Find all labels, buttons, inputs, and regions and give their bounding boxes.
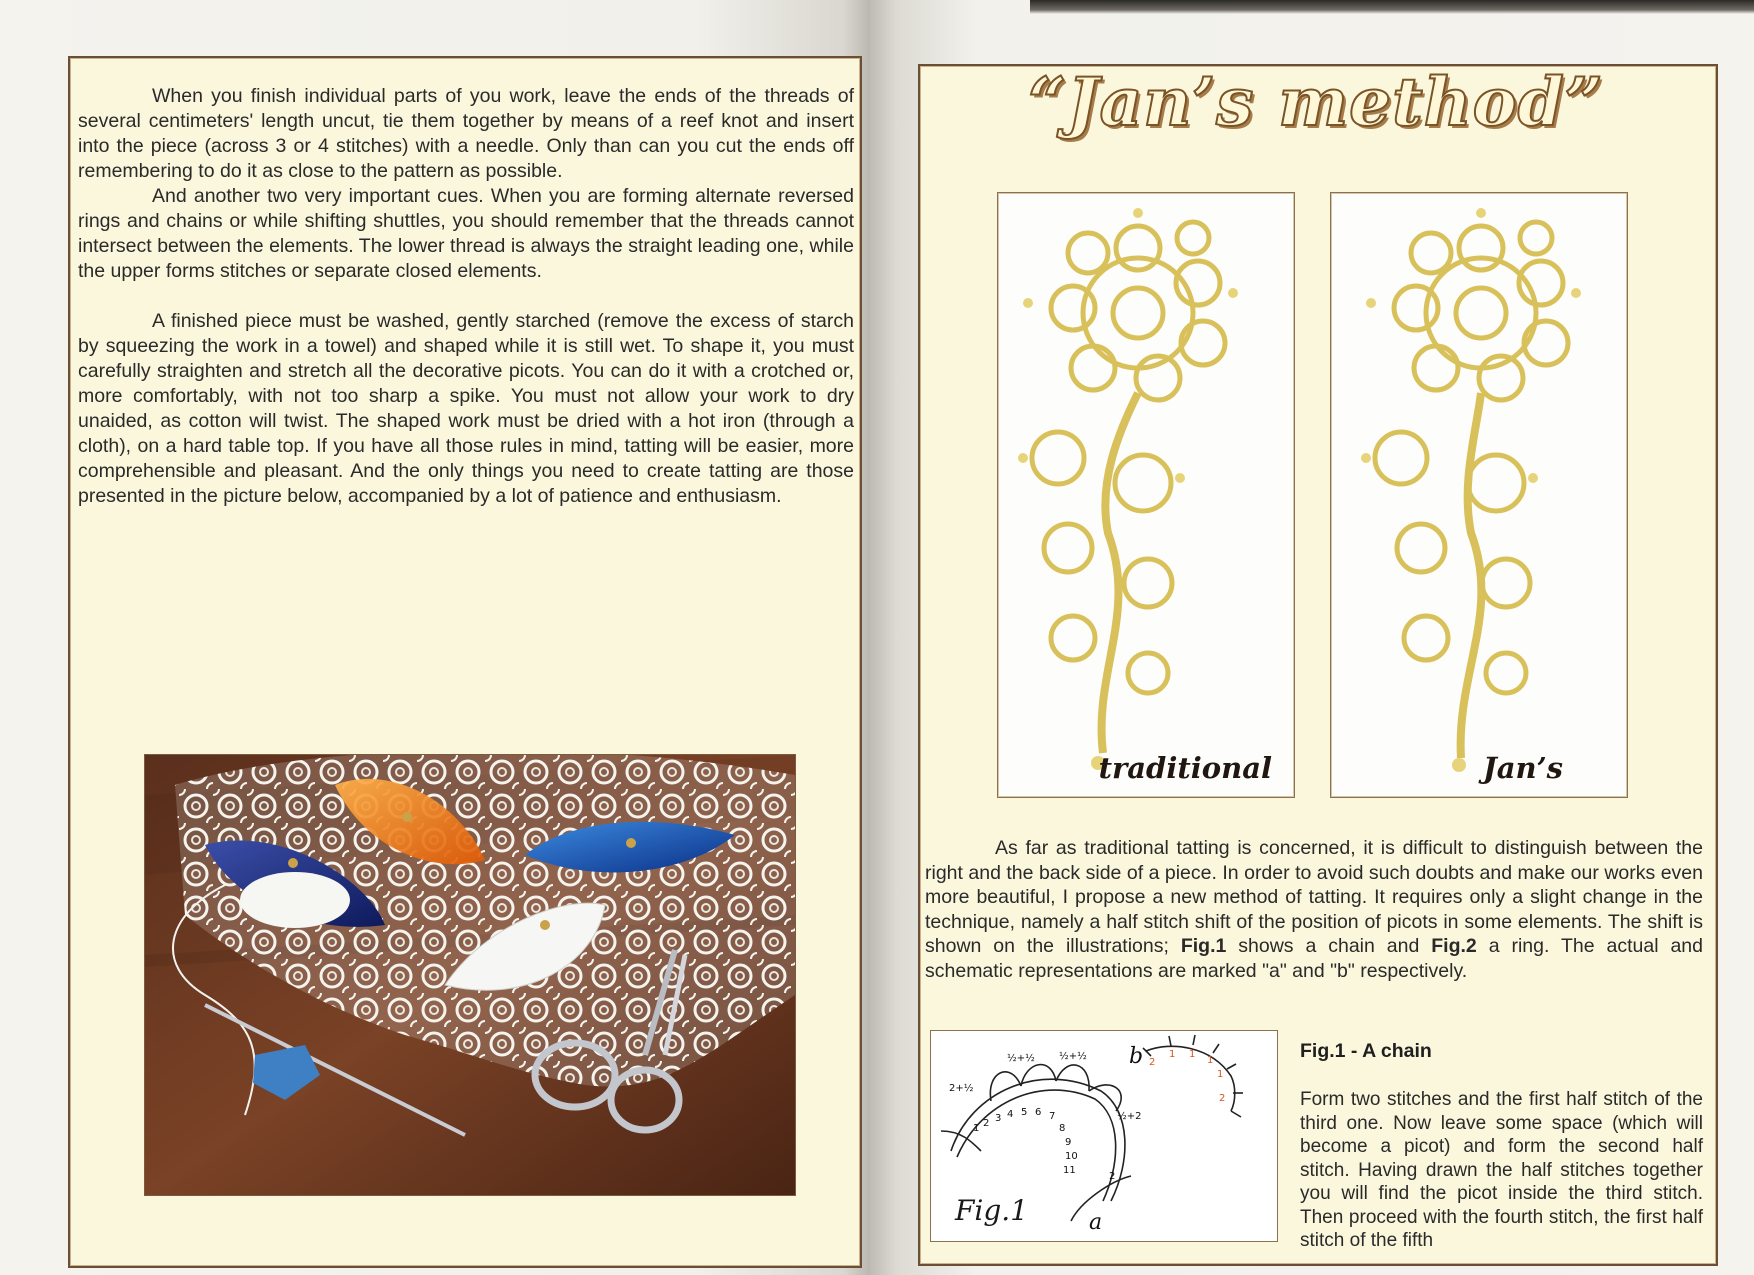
left-page-text (78, 84, 854, 509)
diagram-label: 2+½ (949, 1083, 974, 1094)
diagram-label: ½+2 (1117, 1111, 1142, 1122)
jans-caption: Jan’s (1482, 751, 1563, 785)
fig1-label: Fig.1 (955, 1194, 1029, 1227)
paragraph-text: shows a chain and (1226, 935, 1432, 957)
lace-flower-illustration (998, 193, 1294, 797)
diagram-label: 1 (1169, 1049, 1176, 1060)
paragraph-text: As far as traditional tatting is concerned, it is difficult to distinguish between the right and the back side of a piece. In order to avoid such doubts and make our works even more beautiful, I propose a new method of tatting. It requires only a slight change in the technique, namely a half stitch shift of the position of picots in some elements. The shift is shown on the illustrations; (925, 837, 1703, 957)
diagram-label: 2 (1219, 1093, 1226, 1104)
page-title: “Jan’s method” (1028, 63, 1604, 141)
jans-lace-panel (1330, 192, 1628, 798)
fig1-description: Form two stitches and the first half stitch of the third one. Now leave some space (which will become a picot) and form the second half stitch. Having drawn the half stitches together you will find the picot inside the third stitch. Then proceed with the fourth stitch, the first half stitch of the fifth (1300, 1089, 1703, 1251)
paragraph-text: a ring. The actual and schematic representations are marked "a" and "b" respectively. (925, 935, 1703, 982)
diagram-label: 1 (1189, 1049, 1196, 1060)
diagram-label: 11 (1063, 1165, 1076, 1176)
page-edge-shadow (1030, 0, 1754, 14)
diagram-label: 1 (973, 1123, 980, 1134)
paragraph-finishing: A finished piece must be washed, gently starched (remove the excess of starch by squeezing the work in a towel) and shaped while it is still wet. To shape it, you must carefully straighten and stretch all the decorative picots. You can do it with a crotched or, more comfortably, with not too sharp a spike. You must not allow your work to dry unaided, as cotton will twist. The shaped work must be dried with a hot iron (through a cloth), on a hard table top. If you have all those rules in mind, tatting will be easier, more comprehensible and pleasant. And the only things you need to create tatting are those presented in the picture below, accompanied by a lot of patience and enthusiasm. (78, 310, 854, 507)
diagram-label: 9 (1065, 1137, 1072, 1148)
diagram-label: 5 (1021, 1107, 1028, 1118)
diagram-label: ½+½ (1059, 1051, 1087, 1062)
fig2-reference: Fig.2 (1431, 935, 1477, 957)
traditional-lace-panel (997, 192, 1295, 798)
paragraph-jans-method (925, 836, 1703, 983)
fig1-diagram (930, 1030, 1278, 1242)
diagram-label: ½+½ (1007, 1053, 1035, 1064)
diagram-label: 8 (1059, 1123, 1066, 1134)
diagram-label: 1 (1217, 1069, 1224, 1080)
diagram-label: 2 (1149, 1057, 1156, 1068)
diagram-label: 2 (1109, 1171, 1116, 1182)
mark-a: a (1089, 1210, 1103, 1235)
diagram-label: 4 (1007, 1109, 1014, 1120)
traditional-caption: traditional (1098, 751, 1272, 785)
paragraph-thread-ends: When you finish individual parts of you work, leave the ends of the threads of several centimeters' length uncut, tie them together by means of a reef knot and insert into the piece (across 3 or 4 stitches) with a needle. Only than can you cut the ends off remembering to do it as close to the pattern as possible. (78, 85, 854, 182)
fig1-reference: Fig.1 (1180, 935, 1227, 957)
diagram-label: 2 (983, 1118, 990, 1129)
tatting-tools-illustration (145, 755, 795, 1195)
right-page-text (925, 836, 1703, 983)
diagram-label: 6 (1035, 1107, 1042, 1118)
diagram-label: 7 (1049, 1111, 1056, 1122)
lace-flower-illustration (1331, 193, 1627, 797)
diagram-label: 10 (1065, 1151, 1078, 1162)
diagram-label: 1 (1207, 1055, 1214, 1066)
paragraph-important-cues: And another two very important cues. When you are forming alternate reversed rings and chains or while shifting shuttles, you should remember that the threads cannot intersect between the elements. The lower thread is always the straight leading one, while the upper forms stitches or separate closed elements. (78, 185, 854, 282)
mark-b: b (1129, 1044, 1144, 1069)
fig1-heading: Fig.1 - A chain (1300, 1040, 1432, 1062)
diagram-label: 3 (995, 1113, 1002, 1124)
tatting-tools-photo (144, 754, 796, 1196)
